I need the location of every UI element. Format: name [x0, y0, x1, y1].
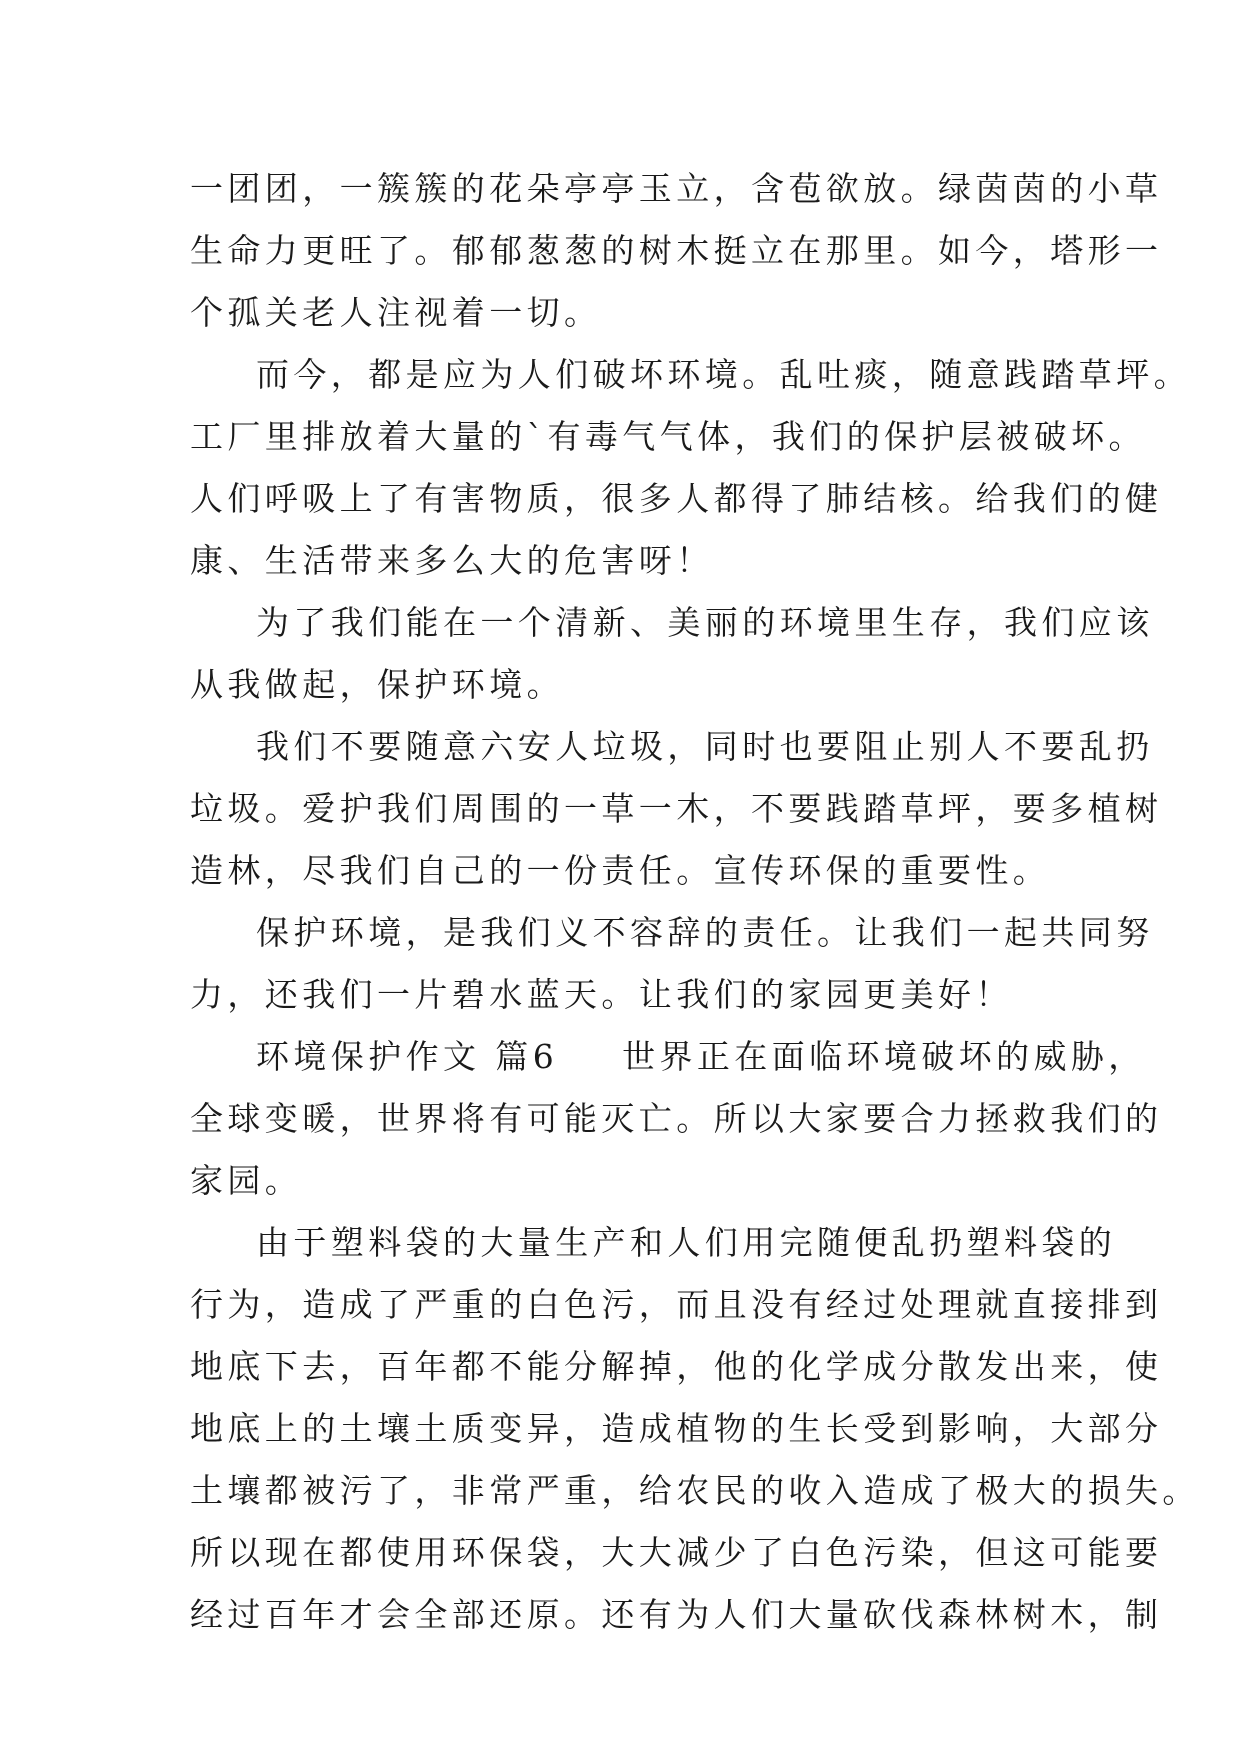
- paragraph-start-line: 而今，都是应为人们破坏环境。乱吐痰，随意践踏草坪。: [256, 355, 1191, 394]
- paragraph-start-line: 由于塑料袋的大量生产和人们用完随便乱扔塑料袋的: [256, 1223, 1117, 1262]
- text-line: 力，还我们一片碧水蓝天。让我们的家园更美好！: [190, 975, 1013, 1014]
- text-line: 生命力更旺了。郁郁葱葱的树木挺立在那里。如今，塔形一: [190, 231, 1163, 270]
- text-line: 所以现在都使用环保袋，大大减少了白色污染，但这可能要: [190, 1533, 1163, 1572]
- text-line: 造林，尽我们自己的一份责任。宣传环保的重要性。: [190, 851, 1051, 890]
- text-line: 地底下去，百年都不能分解掉，他的化学成分散发出来，使: [190, 1347, 1163, 1386]
- section-heading: 环境保护作文 篇6: [256, 1037, 559, 1076]
- text-line: 行为，造成了严重的白色污，而且没有经过处理就直接排到: [190, 1285, 1163, 1324]
- document-body: [190, 158, 1200, 1646]
- paragraph-start-line: 为了我们能在一个清新、美丽的环境里生存，我们应该: [256, 603, 1154, 642]
- text-line: 个孤关老人注视着一切。: [190, 293, 602, 332]
- text-line: 地底上的土壤土质变异，造成植物的生长受到影响，大部分: [190, 1409, 1163, 1448]
- text-line: 人们呼吸上了有害物质，很多人都得了肺结核。给我们的健: [190, 479, 1163, 518]
- text-line: 家园。: [190, 1161, 303, 1200]
- text-line: 垃圾。爱护我们周围的一草一木，不要践踏草坪，要多植树: [190, 789, 1163, 828]
- text-line: 经过百年才会全部还原。还有为人们大量砍伐森林树木，制: [190, 1595, 1163, 1634]
- text-line: 土壤都被污了，非常严重，给农民的收入造成了极大的损失。: [190, 1471, 1200, 1510]
- text-line: 工厂里排放着大量的`有毒气气体，我们的保护层被破坏。: [190, 417, 1146, 456]
- text-line: 全球变暖，世界将有可能灭亡。所以大家要合力拯救我们的: [190, 1099, 1163, 1138]
- section-heading-line: [190, 1026, 1146, 1088]
- text-line: 一团团，一簇簇的花朵亭亭玉立，含苞欲放。绿茵茵的小草: [190, 169, 1163, 208]
- text-line: 康、生活带来多么大的危害呀！: [190, 541, 714, 580]
- text-line: 从我做起，保护环境。: [190, 665, 564, 704]
- paragraph-start-line: 我们不要随意六安人垃圾，同时也要阻止别人不要乱扔: [256, 727, 1154, 766]
- paragraph-start-line: 保护环境，是我们义不容辞的责任。让我们一起共同努: [256, 913, 1154, 952]
- section-opening-text: 世界正在面临环境破坏的威胁，: [622, 1037, 1146, 1076]
